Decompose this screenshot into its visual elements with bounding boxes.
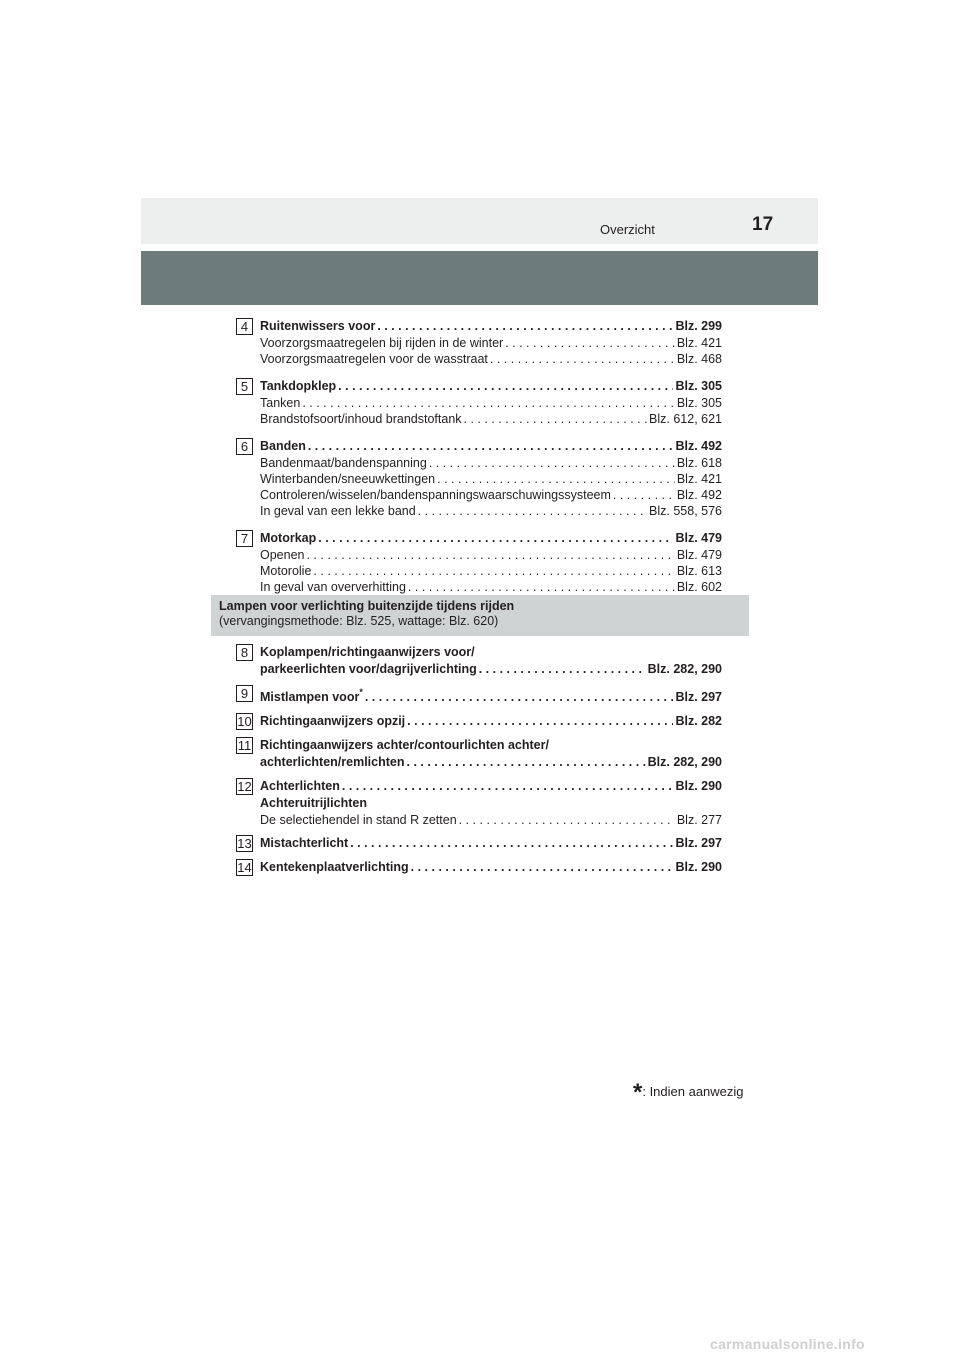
- title-band: [141, 251, 818, 305]
- dot-leader: [505, 335, 675, 351]
- entry-main-row[interactable]: [260, 859, 722, 876]
- entry-sub-row[interactable]: [260, 563, 722, 579]
- entry-main-row[interactable]: [260, 713, 722, 730]
- entry-number-badge: 4: [236, 318, 253, 335]
- sub-title: Voorzorgsmaatregelen voor de wasstraat: [260, 352, 488, 366]
- page-ref: Blz. 479: [675, 531, 722, 545]
- entry-title: Richtingaanwijzers opzij: [260, 714, 406, 729]
- dot-leader: [302, 395, 675, 411]
- page-ref: Blz. 282: [675, 714, 722, 729]
- index-entry-4: [236, 318, 722, 367]
- optional-marker: *: [359, 687, 363, 697]
- dot-leader: [306, 547, 674, 563]
- index-entry-8: [236, 644, 722, 678]
- index-list-top: [236, 318, 722, 606]
- page-ref: Blz. 479: [676, 548, 722, 562]
- page-ref: Blz. 305: [675, 379, 722, 393]
- dot-leader: [613, 487, 675, 503]
- dot-leader: [407, 754, 646, 771]
- dot-leader: [418, 503, 647, 519]
- page-ref: Blz. 612, 621: [649, 412, 722, 426]
- page-ref: Blz. 602: [676, 580, 722, 594]
- index-list-bottom: [236, 644, 722, 883]
- dot-leader: [479, 661, 646, 678]
- index-entry-12: [236, 778, 722, 828]
- entry-sub-row[interactable]: [260, 487, 722, 503]
- footnote: [633, 1079, 744, 1107]
- dot-leader: [464, 411, 648, 427]
- lamp-section-header: [211, 595, 749, 636]
- entry-number-badge: 13: [237, 836, 252, 852]
- entry-sub-row[interactable]: [260, 579, 722, 595]
- page-ref: Blz. 290: [675, 779, 722, 794]
- page-ref: Blz. 297: [675, 690, 722, 705]
- entry-number-badge: 8: [236, 644, 253, 661]
- entry-number-badge: 14: [237, 860, 252, 876]
- dot-leader: [342, 778, 674, 795]
- dot-leader: [459, 812, 675, 828]
- entry-title: Tankdopklep: [260, 379, 337, 393]
- watermark: carmanualsonline.info: [710, 1336, 865, 1352]
- entry-sub-row[interactable]: [260, 471, 722, 487]
- entry-title: Ruitenwissers voor: [260, 319, 376, 333]
- dot-leader: [377, 318, 673, 335]
- footnote-text: : Indien aanwezig: [642, 1084, 744, 1099]
- page-ref: Blz. 421: [676, 336, 722, 350]
- entry-title: Mistachterlicht: [260, 836, 349, 851]
- page-ref: Blz. 613: [676, 564, 722, 578]
- dot-leader: [437, 471, 675, 487]
- dot-leader: [350, 835, 673, 852]
- entry-number-badge: 7: [236, 530, 253, 547]
- index-entry-9: [236, 685, 722, 706]
- sub-title: Openen: [260, 548, 305, 562]
- dot-leader: [318, 530, 673, 547]
- entry-main-row[interactable]: [260, 661, 722, 678]
- index-entry-11: [236, 737, 722, 771]
- page-ref: Blz. 618: [676, 456, 722, 470]
- page-ref: Blz. 558, 576: [649, 504, 722, 518]
- entry-number-badge: 11: [237, 738, 252, 754]
- entry-number-badge: 9: [236, 685, 253, 702]
- entry-extra-title: Achteruitrijlichten: [260, 796, 367, 811]
- sub-title: Voorzorgsmaatregelen bij rijden in de winter: [260, 336, 504, 350]
- entry-title-wrap: [260, 685, 363, 706]
- entry-title: Motorkap: [260, 531, 317, 545]
- page-ref: Blz. 492: [676, 488, 722, 502]
- entry-main-row[interactable]: [260, 318, 722, 335]
- entry-title-line1: Richtingaanwijzers achter/contourlichten achter/: [260, 738, 549, 753]
- entry-sub-row[interactable]: [260, 335, 722, 351]
- entry-sub-row[interactable]: [260, 411, 722, 427]
- page-ref: Blz. 290: [675, 860, 722, 875]
- entry-title: achterlichten/remlichten: [260, 755, 405, 770]
- sub-title: Bandenmaat/bandenspanning: [260, 456, 427, 470]
- sub-title: Brandstofsoort/inhoud brandstoftank: [260, 412, 462, 426]
- sub-title: In geval van oververhitting: [260, 580, 406, 594]
- lamp-section-title: Lampen voor verlichting buitenzijde tijdens rijden: [219, 599, 515, 613]
- sub-title: Tanken: [260, 396, 301, 410]
- entry-sub-row[interactable]: [260, 395, 722, 411]
- footnote-star: *: [633, 1079, 643, 1106]
- entry-title: Mistlampen voor: [260, 690, 360, 705]
- index-entry-6: [236, 438, 722, 519]
- page-ref: Blz. 421: [676, 472, 722, 486]
- entry-sub-row[interactable]: [260, 503, 722, 519]
- lamp-section-subtitle: (vervangingsmethode: Blz. 525, wattage: Blz. 620): [219, 614, 499, 628]
- dot-leader: [308, 438, 674, 455]
- index-entry-14: [236, 859, 722, 876]
- sub-title: In geval van een lekke band: [260, 504, 416, 518]
- dot-leader: [338, 378, 673, 395]
- entry-title: Achterlichten: [260, 779, 340, 794]
- dot-leader: [408, 579, 675, 595]
- dot-leader: [365, 689, 674, 706]
- page-ref: Blz. 277: [676, 813, 722, 828]
- entry-main-row[interactable]: [260, 754, 722, 771]
- dot-leader: [313, 563, 674, 579]
- dot-leader: [411, 859, 674, 876]
- page-ref: Blz. 299: [675, 319, 722, 333]
- entry-sub-row[interactable]: [260, 455, 722, 471]
- entry-main-row[interactable]: [260, 438, 722, 455]
- sub-title: De selectiehendel in stand R zetten: [260, 813, 457, 828]
- index-entry-10: [236, 713, 722, 730]
- section-title: Overzicht: [600, 222, 655, 237]
- index-entry-13: [236, 835, 722, 852]
- entry-number-badge: 10: [237, 714, 252, 730]
- entry-title: parkeerlichten voor/dagrijverlichting: [260, 662, 477, 676]
- sub-title: Winterbanden/sneeuwkettingen: [260, 472, 436, 486]
- entry-title: Kentekenplaatverlichting: [260, 860, 409, 875]
- entry-sub-row[interactable]: [260, 812, 722, 828]
- dot-leader: [490, 351, 675, 367]
- entry-main-row[interactable]: [260, 530, 722, 547]
- index-entry-5: [236, 378, 722, 427]
- entry-number-badge: 5: [236, 378, 253, 395]
- entry-title: Banden: [260, 439, 306, 453]
- page-ref: Blz. 297: [675, 836, 722, 851]
- entry-main-row[interactable]: [260, 778, 722, 795]
- entry-number-badge: 12: [237, 779, 252, 795]
- header-band: [141, 198, 818, 244]
- sub-title: Controleren/wisselen/bandenspanningswaarschuwingssysteem: [260, 488, 611, 502]
- sub-title: Motorolie: [260, 564, 312, 578]
- entry-sub-row[interactable]: [260, 351, 722, 367]
- page-ref: Blz. 305: [676, 396, 722, 410]
- entry-main-row[interactable]: [260, 378, 722, 395]
- dot-leader: [407, 713, 673, 730]
- page-ref: Blz. 492: [675, 439, 722, 453]
- entry-main-row[interactable]: [260, 835, 722, 852]
- page-ref: Blz. 468: [676, 352, 722, 366]
- entry-number-badge: 6: [236, 438, 253, 455]
- page-ref: Blz. 282, 290: [647, 755, 722, 770]
- page-number: 17: [752, 214, 774, 235]
- dot-leader: [429, 455, 675, 471]
- page-ref: Blz. 282, 290: [647, 662, 722, 676]
- entry-sub-row[interactable]: [260, 547, 722, 563]
- index-entry-7: [236, 530, 722, 595]
- entry-main-row[interactable]: [260, 685, 722, 706]
- entry-title-line1: Koplampen/richtingaanwijzers voor/: [260, 645, 475, 659]
